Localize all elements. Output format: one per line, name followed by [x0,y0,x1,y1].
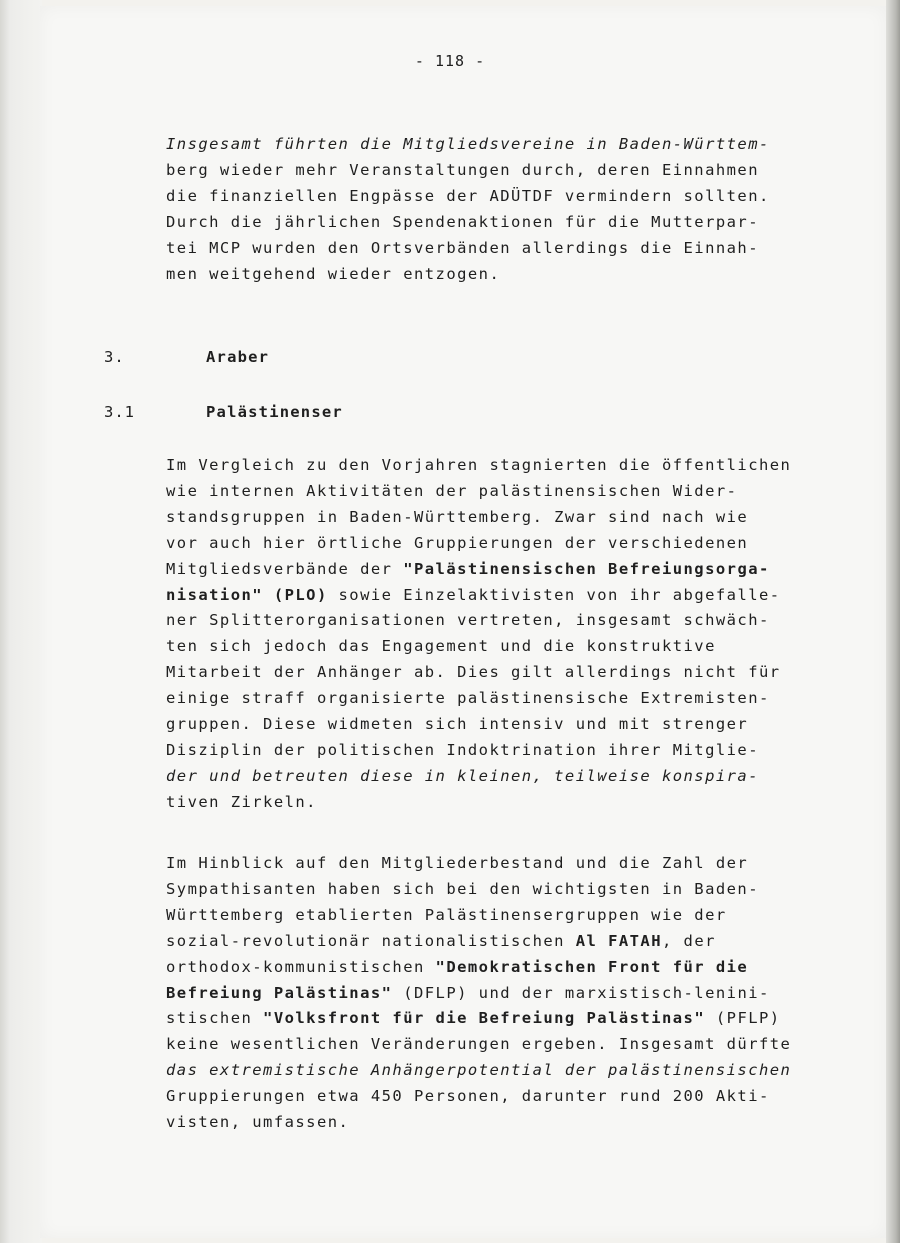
intro-line: tei MCP wurden den Ortsverbänden allerdings die Einnah- [166,238,759,257]
text-line: vor auch hier örtliche Gruppierungen der verschiedenen [166,533,749,552]
scan-left-shadow [0,0,42,1243]
text-line: Im Vergleich zu den Vorjahren stagnierten die öffentlichen [166,456,792,474]
text-line: Sympathisanten haben sich bei den wichtigsten in Baden- [166,879,759,898]
text-line: keine wesentlichen Veränderungen ergeben. Insgesamt dürfte [166,1035,792,1054]
organisation-name-dflp: "Demokratischen Front für die [435,957,749,976]
scan-right-shadow [886,0,900,1243]
intro-line: die finanziellen Engpässe der ADÜTDF vermindern sollten. [166,186,770,205]
section-title: Araber [206,348,270,366]
subsection-title: Palästinenser [206,403,343,421]
text-line: ten sich jedoch das Engagement und die konstruktive [166,637,716,656]
text-line: (PFLP) [705,1009,781,1028]
text-line: Mitgliedsverbände der [166,559,404,578]
text-line: orthodox-kommunistischen [166,957,436,976]
text-line: (DFLP) und der marxistisch-lenini- [392,983,770,1002]
text-line: gruppen. Diese widmeten sich intensiv und mit strenger [166,715,749,734]
intro-paragraph [166,132,826,287]
organisation-name-dflp-cont: Befreiung Palästinas" [166,983,393,1002]
organisation-name-plo: "Palästinensischen Befreiungsorga- [403,559,770,578]
text-line: stischen [166,1009,264,1028]
paragraph-palestinian-groups [166,453,826,816]
paragraph-membership [166,851,826,1136]
organisation-name-plo-cont: nisation" (PLO) [166,585,328,604]
organisation-name-al-fatah: Al FATAH [575,931,662,950]
text-line: sowie Einzelaktivisten von ihr abgefalle- [327,585,781,604]
intro-line: men weitgehend wieder entzogen. [166,264,501,283]
text-line: ner Splitterorganisationen vertreten, insgesamt schwäch- [166,611,770,630]
text-line: Disziplin der politischen Indoktrination ihrer Mitglie- [166,740,759,759]
text-line: visten, umfassen. [166,1113,350,1132]
text-line: der und betreuten diese in kleinen, teilweise konspira- [166,766,759,785]
subsection-number: 3.1 [104,403,135,421]
text-line: das extremistische Anhängerpotential der palästinensischen [166,1061,792,1080]
intro-line: berg wieder mehr Veranstaltungen durch, deren Einnahmen [166,160,759,179]
text-line: wie internen Aktivitäten der palästinensischen Wider- [166,481,738,500]
section-number: 3. [104,348,125,366]
text-line: einige straff organisierte palästinensische Extremisten- [166,689,770,708]
text-line: Württemberg etablierten Palästinensergruppen wie der [166,905,727,924]
intro-line: Durch die jährlichen Spendenaktionen für die Mutterpar- [166,212,759,231]
text-line: , der [661,931,716,950]
page-number: - 118 - [414,52,486,70]
text-line: Im Hinblick auf den Mitgliederbestand und die Zahl der [166,854,749,872]
organisation-name-pflp: "Volksfront für die Befreiung Palästinas" [263,1009,706,1028]
intro-line: Insgesamt führten die Mitgliedsvereine in Baden-Württem- [166,135,770,153]
text-line: standsgruppen in Baden-Württemberg. Zwar sind nach wie [166,507,749,526]
text-line: tiven Zirkeln. [166,792,317,811]
text-line: Gruppierungen etwa 450 Personen, darunter rund 200 Akti- [166,1087,770,1106]
text-line: sozial-revolutionär nationalistischen [166,931,576,950]
text-line: Mitarbeit der Anhänger ab. Dies gilt allerdings nicht für [166,663,781,682]
